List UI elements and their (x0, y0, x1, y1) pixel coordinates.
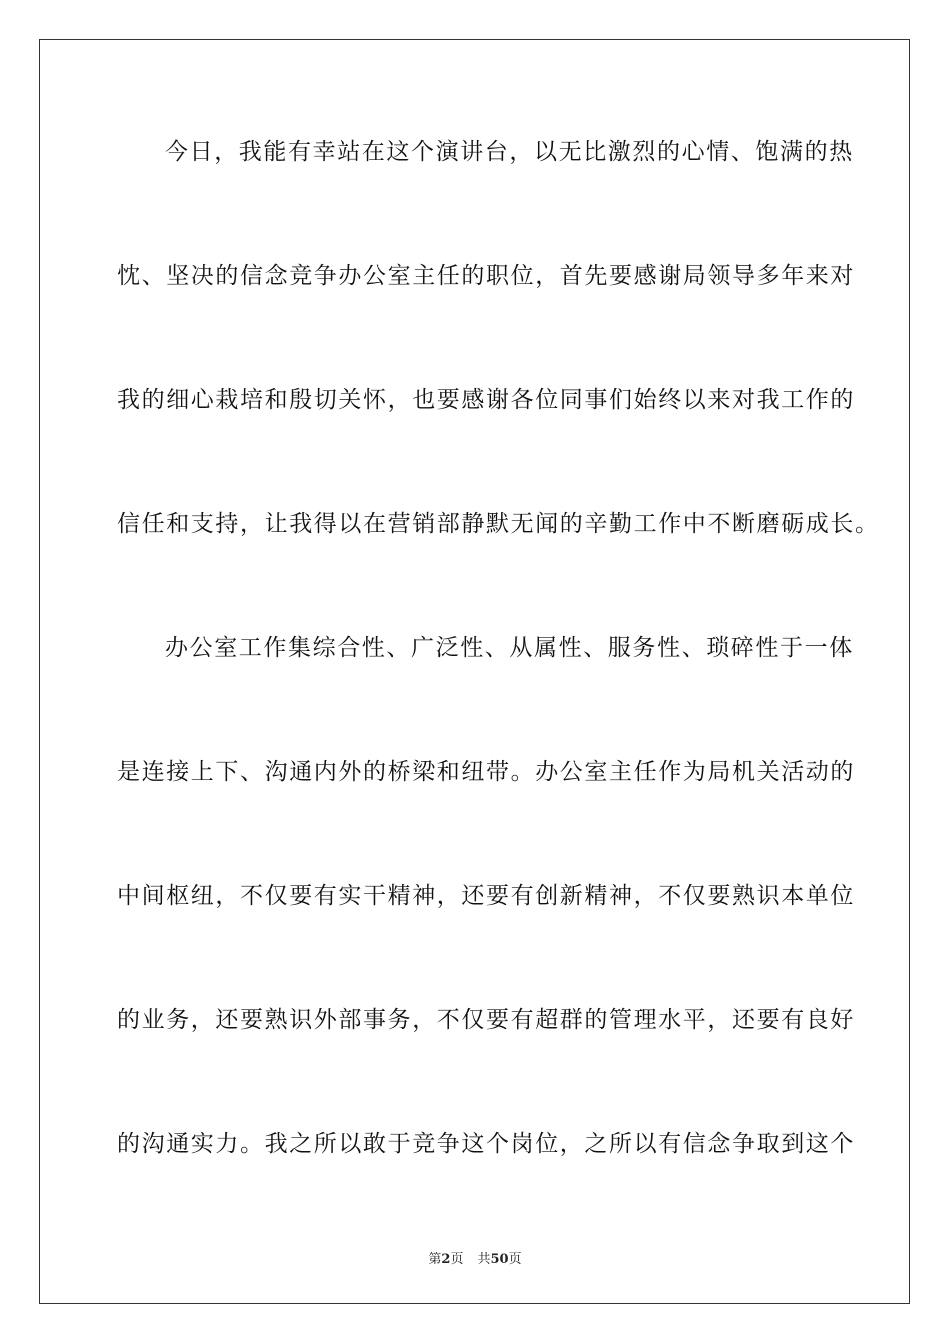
paragraph-1-line-4: 信任和支持，让我得以在营销部静默无闻的辛勤工作中不断磨砺成长。 (117, 511, 880, 537)
page-frame (39, 39, 910, 1304)
paragraph-2-line-2: 是连接上下、沟通内外的桥梁和纽带。办公室主任作为局机关活动的 (117, 759, 855, 785)
footer-page-number: 2 (441, 1252, 451, 1267)
footer-total-prefix: 共 (477, 1252, 491, 1267)
footer-page-prefix: 第 (428, 1252, 442, 1267)
footer-page-suffix: 页 (450, 1252, 464, 1267)
paragraph-2-line-5: 的沟通实力。我之所以敢于竞争这个岗位，之所以有信念争取到这个 (117, 1131, 855, 1157)
paragraph-2-line-4: 的业务，还要熟识外部事务，不仅要有超群的管理水平，还要有良好 (117, 1007, 855, 1033)
paragraph-1-line-2: 忱、坚决的信念竞争办公室主任的职位，首先要感谢局领导多年来对 (117, 263, 855, 289)
paragraph-2-line-1: 办公室工作集综合性、广泛性、从属性、服务性、琐碎性于一体 (165, 635, 854, 661)
footer-total-pages: 50 (490, 1252, 509, 1267)
page-footer (0, 1248, 950, 1267)
paragraph-1-line-3: 我的细心栽培和殷切关怀，也要感谢各位同事们始终以来对我工作的 (117, 387, 855, 413)
paragraph-2-line-3: 中间枢纽，不仅要有实干精神，还要有创新精神，不仅要熟识本单位 (117, 883, 855, 909)
footer-total-suffix: 页 (508, 1252, 522, 1267)
paragraph-1-line-1: 今日，我能有幸站在这个演讲台，以无比激烈的心情、饱满的热 (165, 139, 854, 165)
